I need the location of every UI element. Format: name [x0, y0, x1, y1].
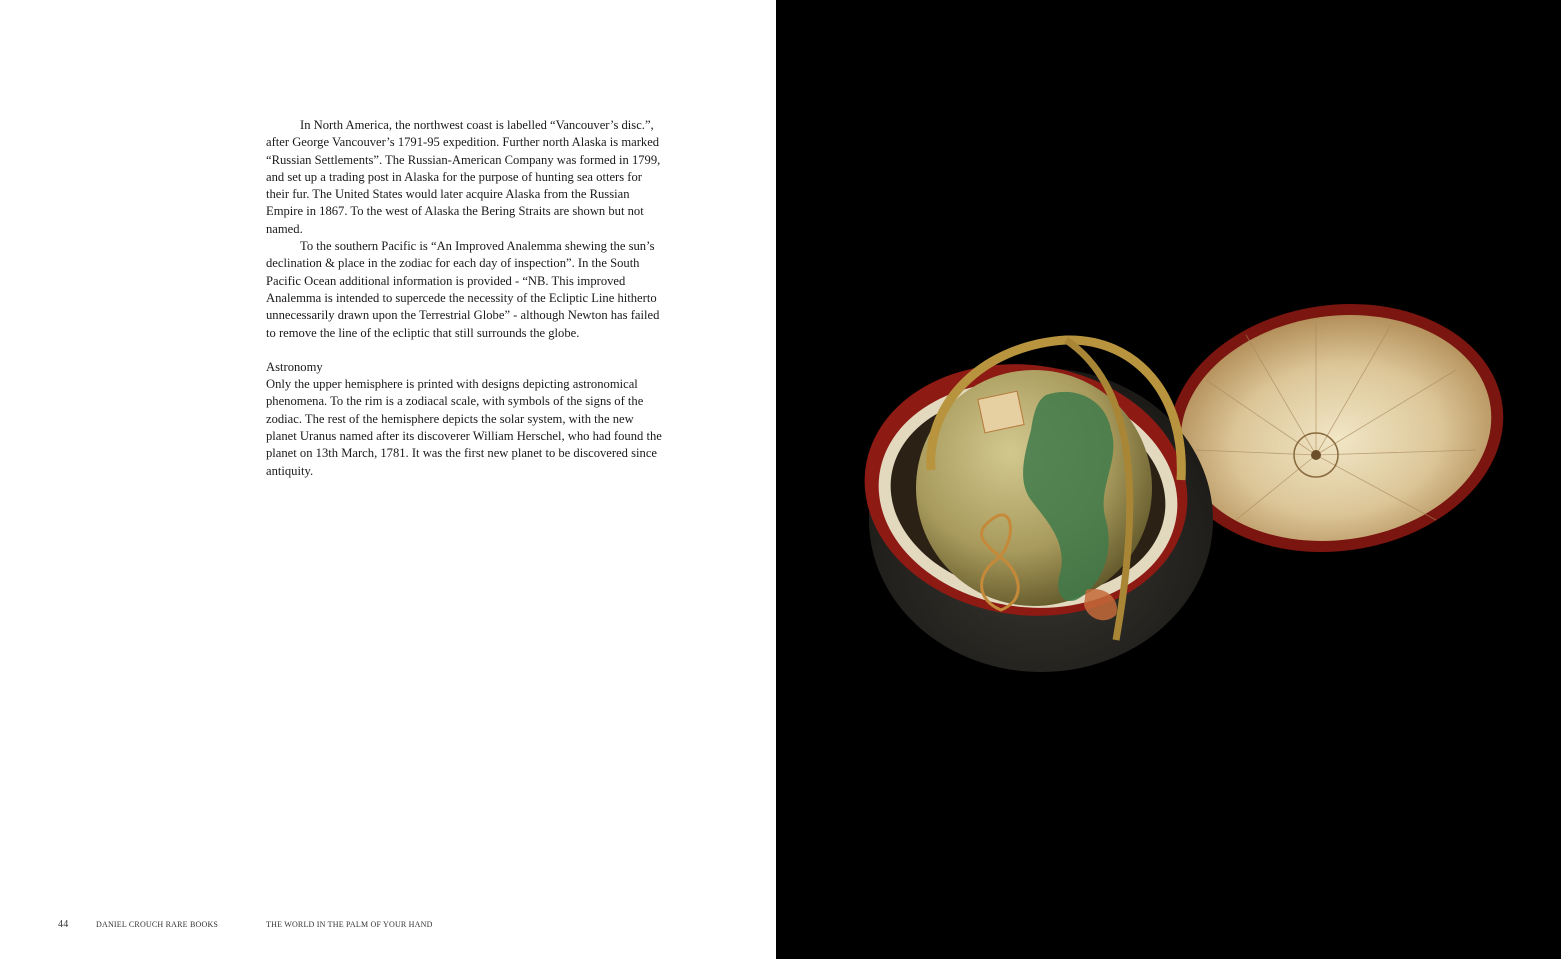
body-text: [266, 117, 662, 480]
lid-center-pin: [1311, 450, 1321, 460]
paragraph-north-america: In North America, the northwest coast is labelled “Vancouver’s disc.”, after George Vancouver’s 1791-95 expedition. Further north Alaska is marked “Russian Settlements”. The Russian-American Company was formed in 1799, and set up a trading post in Alaska for the purpose of hunting sea otters for their fur. The United States would later acquire Alaska from the Russian Empire in 1867. To the west of Alaska the Bering Straits are shown but not named.: [266, 118, 661, 236]
left-page: [0, 0, 776, 959]
footer-book-title: THE WORLD IN THE PALM OF YOUR HAND: [266, 920, 433, 929]
paragraph-analemma: To the southern Pacific is “An Improved Analemma shewing the sun’s declination & place in the zodiac for each day of inspection”. In the South Pacific Ocean additional information is provided - “NB. This improved Analemma is intended to supercede the necessity of the Ecliptic Line hitherto unnecessarily drawn upon the Terrestrial Globe” - although Newton has failed to remove the line of the ecliptic that still surrounds the globe.: [266, 239, 660, 340]
page-number: 44: [58, 919, 69, 930]
footer-publisher: DANIEL CROUCH RARE BOOKS: [96, 920, 219, 929]
right-page-photo: [776, 0, 1561, 959]
pocket-globe-photo: [776, 0, 1561, 959]
paragraph-astronomy: Only the upper hemisphere is printed with designs depicting astronomical phenomena. To the rim is a zodiacal scale, with symbols of the signs of the zodiac. The rest of the hemisphere depicts the solar system, with the new planet Uranus named after its discoverer William Herschel, who had found the planet on 13th March, 1781. It was the first new planet to be discovered since antiquity.: [266, 377, 662, 478]
section-heading-astronomy: Astronomy: [266, 359, 323, 374]
